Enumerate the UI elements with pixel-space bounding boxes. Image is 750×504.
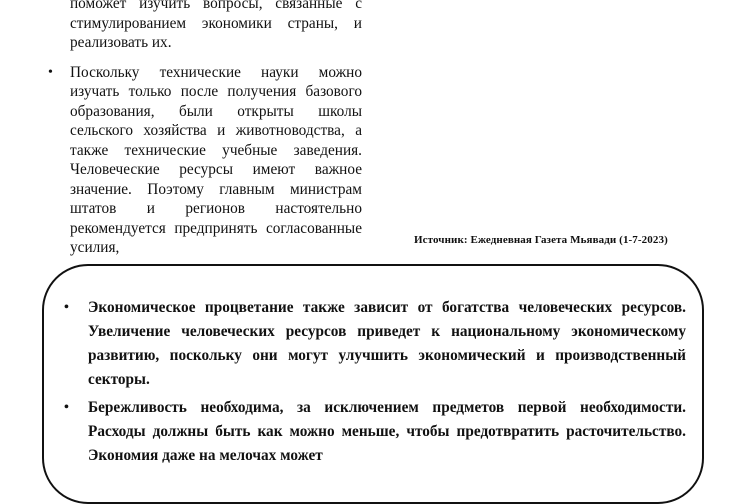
highlight-box [42, 264, 704, 504]
list-item [64, 296, 686, 392]
list-item-text: Экономическое процветание также зависит от богатства человеческих ресурсов. Увеличение человеческих ресурсов приведет к национальному экономическому развитию, поскольку они могут улучшить экономический и производственный секторы. [88, 299, 686, 388]
list-item [50, 63, 362, 258]
bullet-icon: • [48, 64, 53, 80]
list-item-text: Бережливость необходима, за исключением предметов первой необходимости. Расходы должны быть как можно меньше, чтобы предотвратить расточительство. Экономия даже на мелочах может [88, 399, 686, 464]
bullet-icon: • [64, 400, 69, 415]
list-item-text: Поскольку технические науки можно изучать только после получения базового образования, были открыты школы сельского хозяйства и животноводства, а также технические учебные заведения. Человеческие ресурсы имеют важное значение. Поэтому главным министрам штатов и регионов настоятельно рекомендуется предпринять согласованные усилия, [70, 63, 362, 256]
box-bullet-list [64, 296, 686, 472]
list-item-text: поможет изучить вопросы, связанные с стимулированием экономики страны, и реализовать их. [70, 0, 362, 51]
list-item [50, 0, 362, 53]
list-item [64, 396, 686, 468]
source-caption: Источник: Ежедневная Газета Мьявади (1-7-2023) [414, 234, 668, 246]
left-text-column [50, 0, 362, 268]
bullet-icon: • [64, 300, 69, 315]
left-bullet-list [50, 0, 362, 258]
